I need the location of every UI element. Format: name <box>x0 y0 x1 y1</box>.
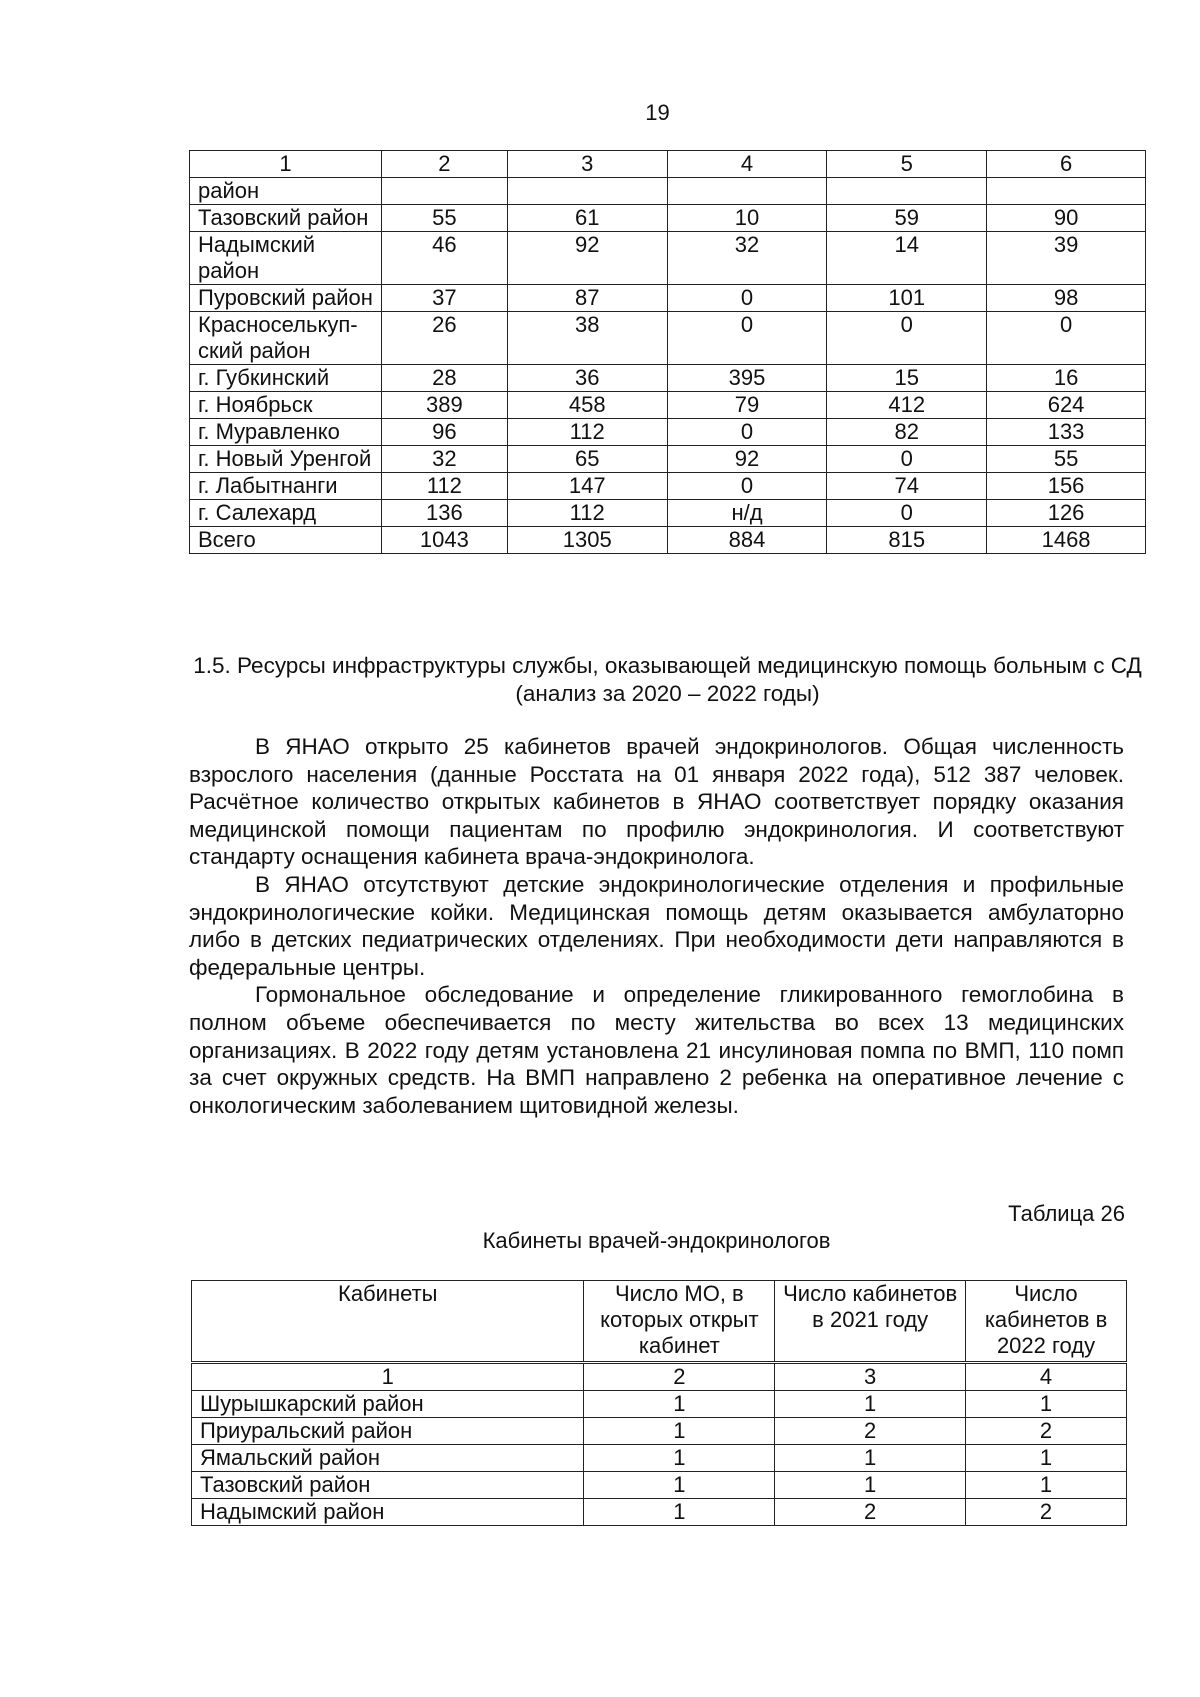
cell: 1 <box>584 1472 775 1499</box>
row-label: Всего <box>190 527 382 554</box>
table-row <box>192 1499 1127 1526</box>
table-row <box>190 392 1146 419</box>
row-label: г. Лабытнанги <box>190 473 382 500</box>
column-number: 1 <box>192 1363 584 1391</box>
cell <box>987 178 1146 205</box>
cell: 1 <box>584 1445 775 1472</box>
cell: 2 <box>966 1418 1127 1445</box>
row-label: Приуральский район <box>192 1418 584 1445</box>
cell: 28 <box>381 365 507 392</box>
table-row <box>190 500 1146 527</box>
cell: 26 <box>381 312 507 365</box>
row-label: г. Ноябрьск <box>190 392 382 419</box>
table-row <box>190 446 1146 473</box>
table-row <box>190 365 1146 392</box>
paragraph: В ЯНАО открыто 25 кабинетов врачей эндокринологов. Общая численность взрослого населения (данные Росстата на 01 января 2022 года), 512 387 человек. Расчётное количество открытых кабинетов в ЯНАО соответствует порядку оказания медицинской помощи пациентам по профилю эндокринология. И соответствуют стандарту оснащения кабинета врача-эндокринолога. <box>189 734 1124 870</box>
cell: 101 <box>827 285 987 312</box>
table-row <box>192 1445 1127 1472</box>
cell <box>667 178 827 205</box>
cell: 0 <box>987 312 1146 365</box>
cell: 32 <box>667 232 827 285</box>
cell: 395 <box>667 365 827 392</box>
header-row <box>192 1281 1127 1363</box>
cell: 136 <box>381 500 507 527</box>
cell: 1 <box>584 1499 775 1526</box>
cell: 1468 <box>987 527 1146 554</box>
cell: 0 <box>827 500 987 527</box>
cell <box>381 178 507 205</box>
cell: 156 <box>987 473 1146 500</box>
row-label: г. Новый Уренгой <box>190 446 382 473</box>
cell: н/д <box>667 500 827 527</box>
cell: 0 <box>667 473 827 500</box>
cell: 65 <box>507 446 667 473</box>
cell: 1 <box>966 1391 1127 1418</box>
cell: 389 <box>381 392 507 419</box>
cell: 59 <box>827 205 987 232</box>
cell: 36 <box>507 365 667 392</box>
column-number: 3 <box>775 1363 966 1391</box>
cell: 16 <box>987 365 1146 392</box>
row-label: Надымский район <box>190 232 382 285</box>
row-label: Тазовский район <box>190 205 382 232</box>
table-label: Таблица 26 <box>1008 1201 1125 1226</box>
cell: 112 <box>507 500 667 527</box>
cell: 0 <box>827 312 987 365</box>
cell: 0 <box>667 285 827 312</box>
row-label: Пуровский район <box>190 285 382 312</box>
cell: 55 <box>381 205 507 232</box>
cell: 39 <box>987 232 1146 285</box>
cell: 2 <box>775 1418 966 1445</box>
cell: 61 <box>507 205 667 232</box>
cell: 55 <box>987 446 1146 473</box>
cell: 37 <box>381 285 507 312</box>
row-label: Шурышкарский район <box>192 1391 584 1418</box>
column-number: 4 <box>667 151 827 178</box>
column-header: Число МО, в которых открыт кабинет <box>584 1281 775 1363</box>
cell: 74 <box>827 473 987 500</box>
row-label: Надымский район <box>192 1499 584 1526</box>
cell: 1 <box>775 1391 966 1418</box>
cell: 1 <box>775 1445 966 1472</box>
table-row <box>190 419 1146 446</box>
column-number: 4 <box>966 1363 1127 1391</box>
table-row <box>192 1418 1127 1445</box>
cell: 98 <box>987 285 1146 312</box>
row-label: район <box>190 178 382 205</box>
table-row <box>190 473 1146 500</box>
column-number: 1 <box>190 151 382 178</box>
column-number: 2 <box>584 1363 775 1391</box>
table-caption: Кабинеты врачей-эндокринологов <box>482 1228 831 1253</box>
column-header: Кабинеты <box>192 1281 584 1363</box>
cell: 1 <box>966 1472 1127 1499</box>
row-label: Тазовский район <box>192 1472 584 1499</box>
cell: 0 <box>827 446 987 473</box>
column-number: 5 <box>827 151 987 178</box>
cell <box>507 178 667 205</box>
cell: 412 <box>827 392 987 419</box>
cell: 133 <box>987 419 1146 446</box>
table-row <box>190 178 1146 205</box>
cell: 126 <box>987 500 1146 527</box>
paragraph: Гормональное обследование и определение гликированного гемоглобина в полном объеме обеспечивается по месту жительства во всех 13 медицинских организациях. В 2022 году детям установлена 21 инсулиновая помпа по ВМП, 110 помп за счет окружных средств. На ВМП направлено 2 ребенка на оперативное лечение с онкологическим заболеванием щитовидной железы. <box>189 982 1124 1118</box>
cell: 90 <box>987 205 1146 232</box>
cell: 1 <box>584 1418 775 1445</box>
column-number-row <box>190 151 1146 178</box>
table-row <box>192 1391 1127 1418</box>
cell: 112 <box>381 473 507 500</box>
cell: 1043 <box>381 527 507 554</box>
cell: 96 <box>381 419 507 446</box>
cell: 92 <box>667 446 827 473</box>
cell: 1 <box>775 1472 966 1499</box>
cell: 0 <box>667 419 827 446</box>
cell: 14 <box>827 232 987 285</box>
section-heading: 1.5. Ресурсы инфраструктуры службы, оказывающей медицинскую помощь больным с СД (анализ за 2020 – 2022 годы) <box>193 653 1142 706</box>
row-label: г. Губкинский <box>190 365 382 392</box>
cell: 1 <box>584 1391 775 1418</box>
cell: 38 <box>507 312 667 365</box>
cell: 15 <box>827 365 987 392</box>
cell: 0 <box>667 312 827 365</box>
cell: 884 <box>667 527 827 554</box>
table-row <box>190 205 1146 232</box>
column-header: Число кабинетов в 2022 году <box>966 1281 1127 1363</box>
column-number: 2 <box>381 151 507 178</box>
column-number: 6 <box>987 151 1146 178</box>
cell: 815 <box>827 527 987 554</box>
cell: 458 <box>507 392 667 419</box>
column-number: 3 <box>507 151 667 178</box>
cell: 32 <box>381 446 507 473</box>
column-header: Число кабинетов в 2021 году <box>775 1281 966 1363</box>
cell: 92 <box>507 232 667 285</box>
row-label: г. Салехард <box>190 500 382 527</box>
cell: 147 <box>507 473 667 500</box>
cell <box>827 178 987 205</box>
table-row <box>190 232 1146 285</box>
cell: 1305 <box>507 527 667 554</box>
cell: 2 <box>775 1499 966 1526</box>
column-number-row <box>192 1363 1127 1391</box>
cell: 2 <box>966 1499 1127 1526</box>
table-row <box>192 1472 1127 1499</box>
page-number: 19 <box>645 100 670 125</box>
cell: 87 <box>507 285 667 312</box>
cell: 624 <box>987 392 1146 419</box>
district-stats-table <box>189 150 1146 554</box>
paragraph: В ЯНАО отсутствуют детские эндокринологические отделения и профильные эндокринологические койки. Медицинская помощь детям оказывается амбулаторно либо в детских педиатрических отделениях. При необходимости дети направляются в федеральные центры. <box>189 871 1124 980</box>
cell: 112 <box>507 419 667 446</box>
row-label: Ямальский район <box>192 1445 584 1472</box>
cell: 1 <box>966 1445 1127 1472</box>
row-label: Красноселькуп-ский район <box>190 312 382 365</box>
body-text <box>189 733 1124 1119</box>
endocrinologist-offices-table <box>191 1280 1127 1526</box>
cell: 79 <box>667 392 827 419</box>
table-row <box>190 312 1146 365</box>
table-row <box>190 285 1146 312</box>
cell: 10 <box>667 205 827 232</box>
row-label: г. Муравленко <box>190 419 382 446</box>
total-row <box>190 527 1146 554</box>
cell: 82 <box>827 419 987 446</box>
cell: 46 <box>381 232 507 285</box>
